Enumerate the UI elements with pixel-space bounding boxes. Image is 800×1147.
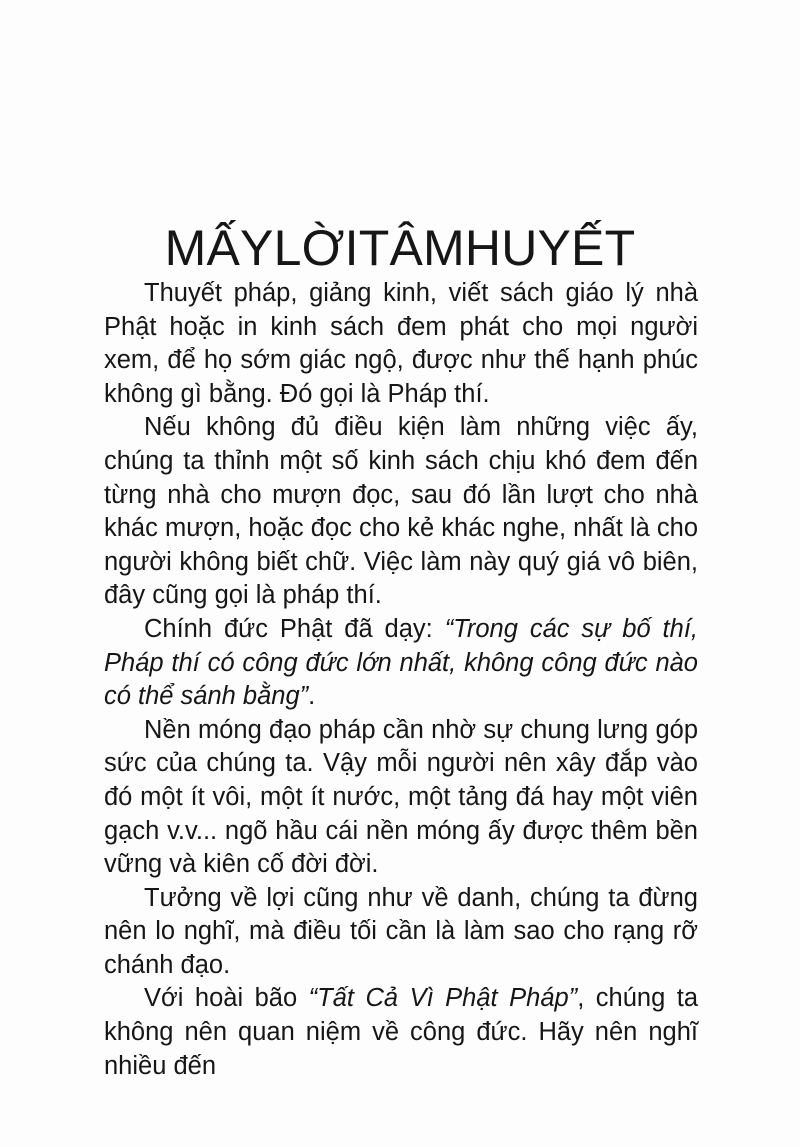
paragraph-3-tail: . [308, 682, 316, 711]
body-text-block [104, 277, 698, 1083]
paragraph-6 [104, 982, 698, 1083]
paragraph-5 [104, 882, 698, 983]
paragraph-6-lead: Với hoài bão [144, 984, 309, 1013]
paragraph-2 [104, 411, 698, 613]
paragraph-3-quote: “Trong các sự bố thí, Pháp thí có công đức lớn nhất, không công đức nào có thể sánh bằng” [104, 614, 698, 711]
paragraph-4-text: Nền móng đạo pháp cần nhờ sự chung lưng góp sức của chúng ta. Vậy mỗi người nên xây đắp vào đó một ít vôi, một ít nước, một tảng đá hay một viên gạch v.v... ngõ hầu cái nền móng ấy được thêm bền vững và kiên cố đời đời. [104, 715, 698, 879]
paragraph-1-text: Thuyết pháp, giảng kinh, viết sách giáo lý nhà Phật hoặc in kinh sách đem phát cho mọi người xem, để họ sớm giác ngộ, được như thế hạnh phúc không gì bằng. Đó gọi là Pháp thí. [104, 279, 698, 408]
paragraph-6-quote: “Tất Cả Vì Phật Pháp” [308, 984, 578, 1013]
paragraph-6-tail: , chúng ta không nên quan niệm về công đức. Hãy nên nghĩ nhiều đến [104, 984, 699, 1080]
paragraph-2-text: Nếu không đủ điều kiện làm những việc ấy, chúng ta thỉnh một số kinh sách chịu khó đem đến từng nhà cho mượn đọc, sau đó lần lượt cho nhà khác mượn, hoặc đọc cho kẻ khác nghe, nhất là cho người không biết chữ. Việc làm này quý giá vô biên, đây cũng gọi là pháp thí. [104, 413, 698, 610]
page-title: MẤYLỜITÂMHUYẾT [164, 219, 636, 276]
paragraph-3 [104, 613, 698, 714]
paragraph-3-lead: Chính đức Phật đã dạy: [144, 614, 445, 643]
paragraph-4 [104, 714, 698, 882]
paragraph-1 [104, 277, 698, 411]
paragraph-5-text: Tưởng về lợi cũng như về danh, chúng ta đừng nên lo nghĩ, mà điều tối cần là làm sao cho rạng rỡ chánh đạo. [104, 883, 698, 979]
